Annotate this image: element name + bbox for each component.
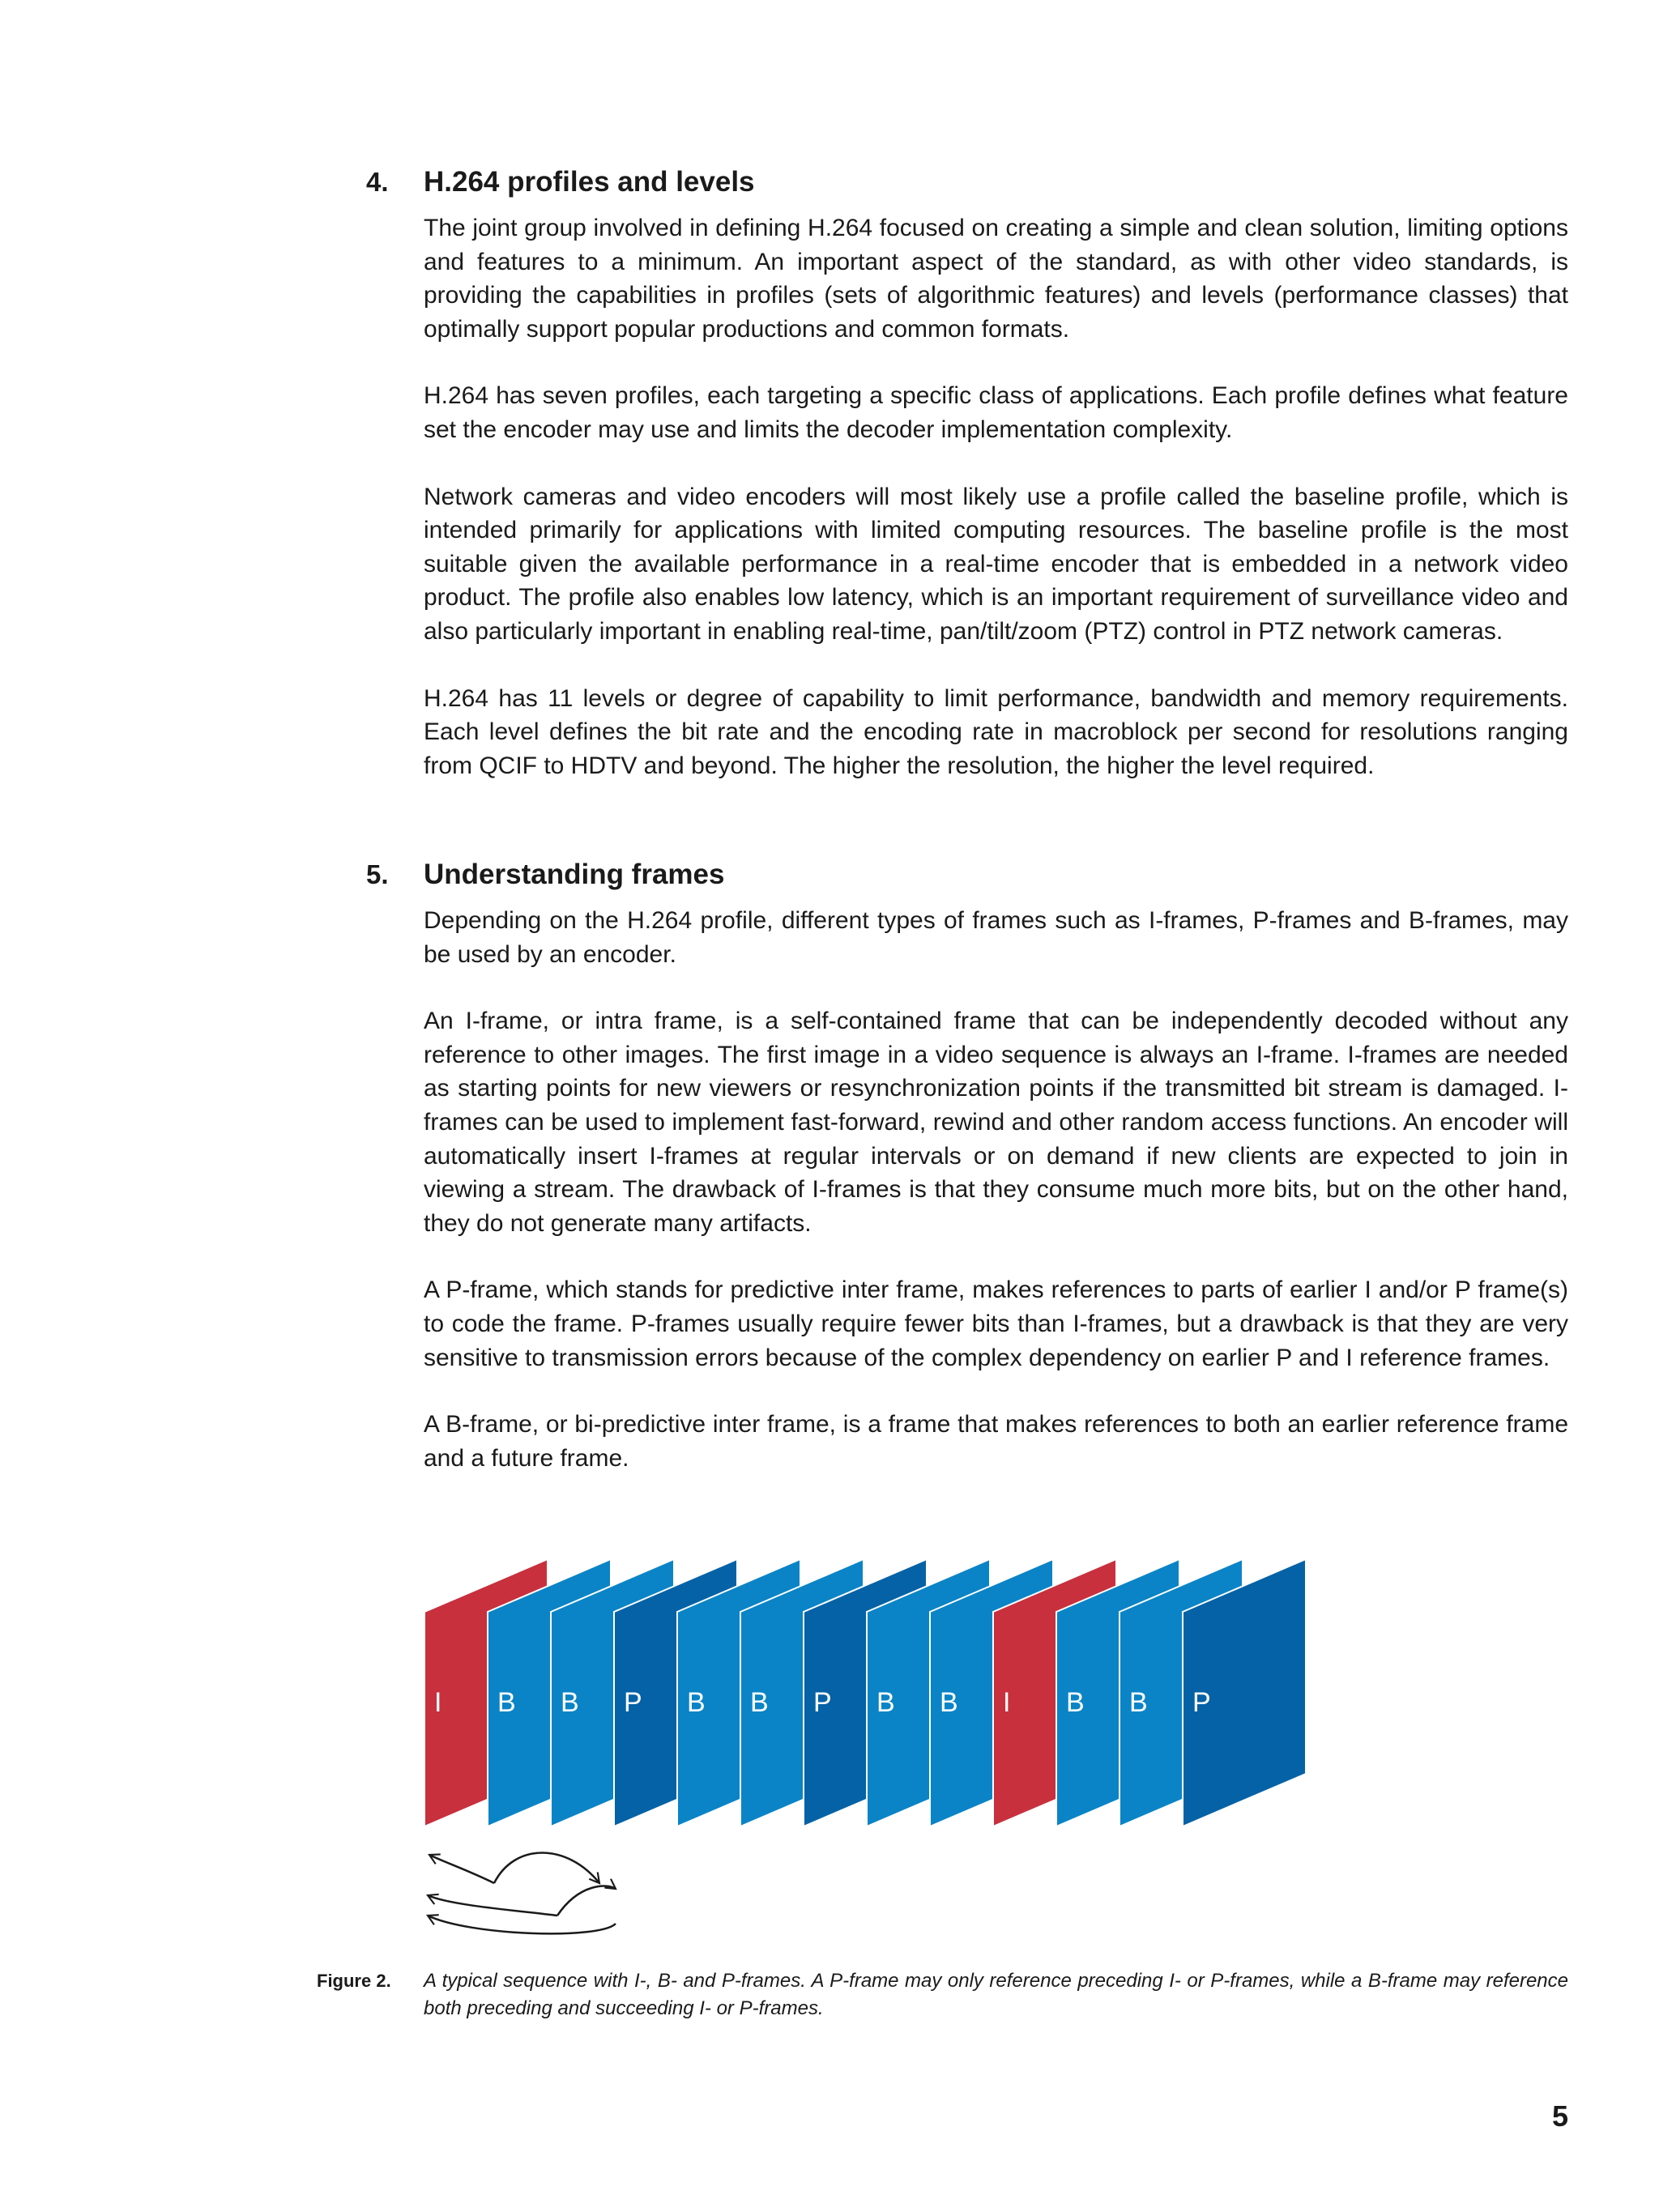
- frame-label: P: [1192, 1687, 1211, 1718]
- section-body: [424, 211, 1568, 782]
- frame-label: B: [561, 1687, 579, 1718]
- frame-label: I: [1003, 1687, 1011, 1718]
- page-number: 5: [1551, 2099, 1568, 2133]
- section-number: 5.: [366, 859, 389, 889]
- reference-arrow: [429, 1855, 494, 1883]
- reference-arrow: [494, 1853, 599, 1884]
- frame-sequence-diagram: [413, 1555, 1320, 1944]
- section-title: H.264 profiles and levels: [424, 166, 755, 198]
- section-5: [367, 859, 1568, 1508]
- frame-label: B: [1066, 1687, 1085, 1718]
- section-title: Understanding frames: [424, 859, 725, 890]
- paragraph: A P-frame, which stands for predictive inter frame, makes references to parts of earlier I and/or P frame(s) to code the frame. P-frames usually require fewer bits than I-frames, but a drawback is that they are very sensitive to transmission errors because of the complex dependency on earlier P and I reference frames.: [424, 1276, 1568, 1371]
- paragraph: H.264 has 11 levels or degree of capability to limit performance, bandwidth and memory requirements. Each level defines the bit rate and the encoding rate in macroblock per second for resolutions ranging from QCIF to HDTV and beyond. The higher the resolution, the higher the level required.: [424, 684, 1568, 779]
- section-body: [424, 904, 1568, 1475]
- frame-label: B: [940, 1687, 958, 1718]
- section-4: [367, 166, 1568, 816]
- figure-label: Figure 2.: [317, 1971, 391, 1991]
- paragraph: H.264 has seven profiles, each targeting a specific class of applications. Each profile defines what feature set the encoder may use and limits the decoder implementation complexity.: [424, 382, 1568, 443]
- figure-caption: A typical sequence with I-, B- and P-frames. A P-frame may only reference preceding I- or P-frames, while a B-frame may reference both preceding and succeeding I- or P-frames.: [424, 1970, 1568, 2019]
- frame-label: P: [624, 1687, 642, 1718]
- frame-label: B: [497, 1687, 516, 1718]
- section-heading: [367, 859, 1568, 904]
- paragraph: An I-frame, or intra frame, is a self-contained frame that can be independently decoded without any reference to other images. The first image in a video sequence is always an I-frame. I-frames are needed as starting points for new viewers or resynchronization points if the transmitted bit stream is damaged. I-frames can be used to implement fast-forward, rewind and other random access functions. An encoder will automatically insert I-frames at regular intervals or on demand if new clients are expected to join in viewing a stream. The drawback of I-frames is that they consume much more bits, but on the other hand, they do not generate many artifacts.: [424, 1008, 1568, 1237]
- frame-label: B: [687, 1687, 706, 1718]
- section-number: 4.: [366, 167, 389, 197]
- reference-arrow: [428, 1916, 616, 1933]
- frame-label: I: [434, 1687, 442, 1718]
- frame-label: B: [750, 1687, 769, 1718]
- reference-arrow: [557, 1886, 616, 1916]
- frame-label: B: [1129, 1687, 1148, 1718]
- frame-label: B: [876, 1687, 895, 1718]
- paragraph: The joint group involved in defining H.264 focused on creating a simple and clean solution, limiting options and features to a minimum. An important aspect of the standard, as with other video standards, is providing the capabilities in profiles (sets of algorithmic features) and levels (performance classes) that optimally support popular productions and common formats.: [424, 215, 1568, 343]
- reference-arrows: [428, 1853, 616, 1934]
- frame-label: P: [813, 1687, 832, 1718]
- paragraph: Depending on the H.264 profile, different types of frames such as I-frames, P-frames and B-frames, may be used by an encoder.: [424, 907, 1568, 968]
- reference-arrow: [428, 1895, 557, 1916]
- paragraph: Network cameras and video encoders will most likely use a profile called the baseline profile, which is intended primarily for applications with limited computing resources. The baseline profile is the most suitable given the available performance in a real-time encoder that is embedded in a network video product. The profile also enables low latency, which is an important requirement of surveillance video and also particularly important in enabling real-time, pan/tilt/zoom (PTZ) control in PTZ network cameras.: [424, 483, 1568, 645]
- section-heading: [367, 166, 1568, 211]
- paragraph: A B-frame, or bi-predictive inter frame, is a frame that makes references to both an earlier reference frame and a future frame.: [424, 1411, 1568, 1472]
